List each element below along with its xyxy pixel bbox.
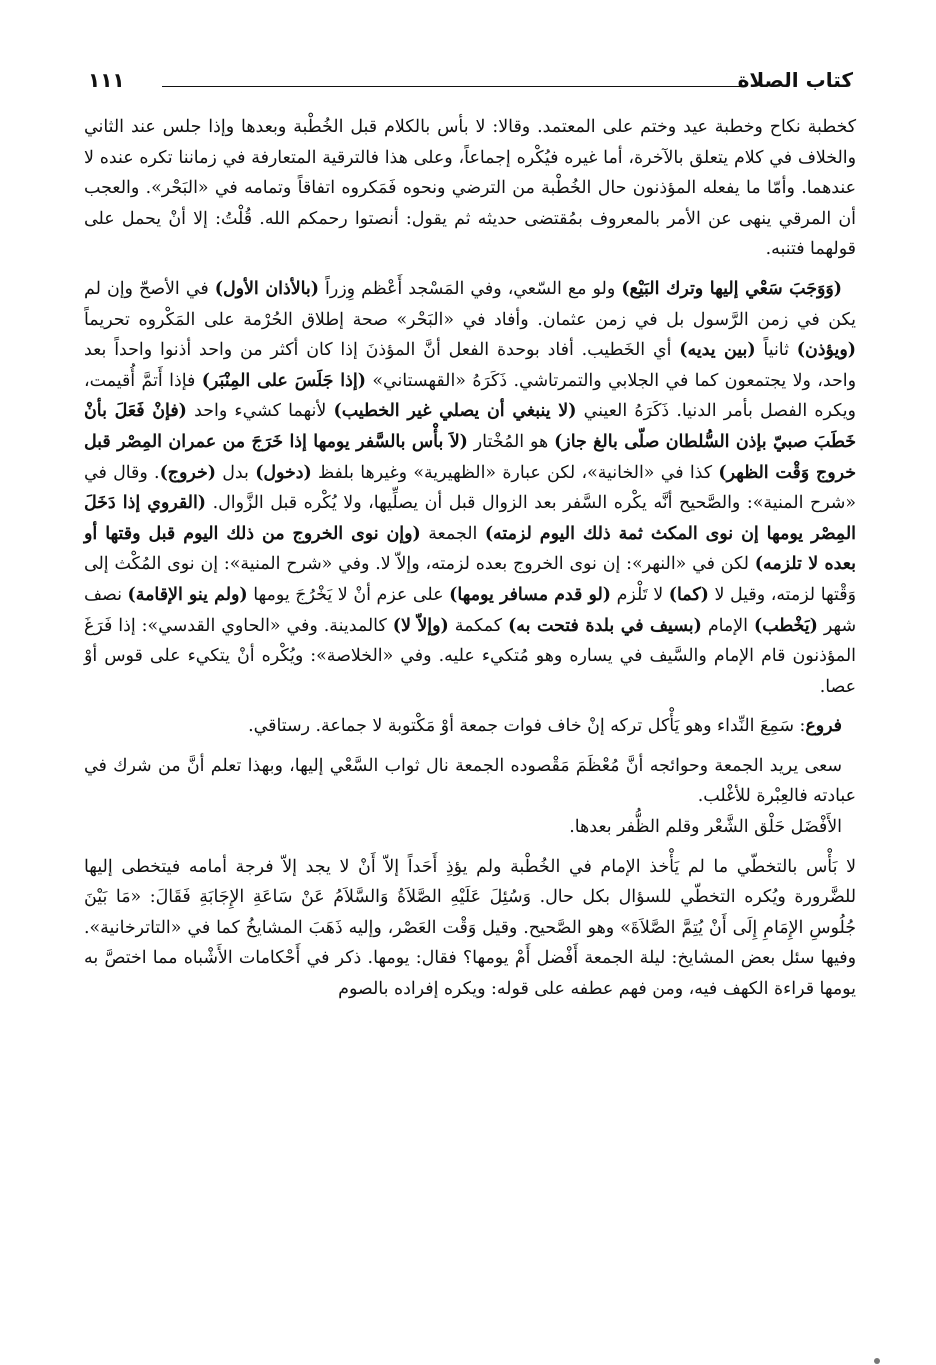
paragraph [84, 274, 856, 702]
paragraph [84, 711, 856, 742]
matn-text: (وإلاّ لا) [392, 615, 449, 636]
paragraph [84, 852, 856, 1005]
matn-text: (دخول) [255, 462, 312, 483]
sharh-text: كالمدينة. وفي «الحاوي القدسي»: إذا فَرَغَ المؤذنون قام الإمام والسَّيف في يساره وهو مُتكيء عليه. وفي «الخلاصة»: ويُكْره أنْ يتكيء على قوس أوْ عصا. [84, 615, 856, 697]
matn-text: (وَوَجَبَ سَعْي إليها وترك البَيْع) [621, 278, 842, 299]
sharh-text: في الأصحّ وإن لم يكن في زمن الرَّسول بل في زمن عثمان. وأفاد في «البَحْر» صحة إطلاق الحُرْمة على المَكْروه تحريماً [84, 278, 856, 330]
sharh-text: الإمام [701, 615, 754, 636]
matn-text: (وإن نوى الخروج من ذلك اليوم قبل وقتها أو بعده لا تلزمه) [84, 523, 856, 575]
sharh-text: سعى يريد الجمعة وحوائجه أنَّ مُعْظَمَ مَقْصوده الجمعة نال ثواب السَّعْي إليها، وبهذا تعلم أنَّ من شرك في عبادته فالعِبْرة للأغْلب. [84, 755, 856, 807]
sharh-text: لكن في «النهر»: إن نوى الخروج بعده لزمته، وإلاّ لا. وفي «شرح المنية»: إن نوى المُكْث إلى وَقْتها لزمته، وقيل لا [84, 554, 856, 605]
print-speck [874, 1358, 880, 1364]
sharh-text: . وقال في «شرح المنية»: والصَّحيح أنَّه يكْره السَّفر بعد الزوال قبل أن يصلِّيها، ولا يُكْره قبل الزَّوال. [84, 462, 856, 514]
sharh-text: لا تَلْزم [611, 584, 669, 605]
matn-text: (لو قدم مسافر يومها) [449, 584, 612, 605]
sharh-text: فإذا أَتمَّ أُقيمت، ويكره الفصل بأمر الدنيا. ذَكَرَهُ العيني [84, 370, 856, 422]
matn-text: (ويؤذن) [796, 340, 856, 361]
matn-text: (لاَ بأْس بالسَّفر يومها إذا خَرَجَ من عمران المِصْر قبل خروج وَقْت الظهر) [84, 431, 856, 483]
matn-text: فروع [805, 716, 842, 737]
matn-text: (لا ينبغي أن يصلي غير الخطيب) [333, 401, 577, 422]
header-rule [162, 86, 741, 87]
sharh-text: أي الخَطيب. أفاد بوحدة الفعل أنَّ المؤذنَ إذا كان أكثر من واحد أذنوا واحداً بعد واحد، ولا يجتمعون كما في الجلابي والتمرتاشي. ذَكَرَهُ «القهستاني» [84, 340, 856, 391]
paragraph [84, 812, 856, 843]
sharh-text: كذا في «الخانية»، لكن عبارة «الظهيرية» وغيرها بلفظ [311, 462, 719, 483]
sharh-text: ولو مع السّعي، وفي المَسْجد أَعْظم وِزراً [318, 278, 622, 299]
sharh-text: الجمعة [420, 523, 485, 544]
sharh-text: نصف شهر [84, 584, 857, 636]
paragraph [84, 751, 856, 812]
matn-text: (فإنْ فَعَلَ بأنْ خَطَبَ صبيّ بإذن السُّلطان صلّى بالغ جاز) [84, 401, 856, 452]
sharh-text: : سَمِعَ النِّداء وهو يَأْكل تركه إنْ خاف فوات جمعة أوْ مَكْتوبة لا جماعة. رستاقي. [248, 716, 806, 737]
paragraph [84, 112, 856, 265]
sharh-text: بدل [216, 462, 256, 483]
matn-text: (خروج) [159, 462, 216, 483]
matn-text: (يَخْطب) [753, 615, 818, 636]
matn-text: (بين يديه) [679, 340, 756, 361]
matn-text: (إذا جَلَسَ على المِنْبَر) [201, 370, 366, 391]
page-body [84, 112, 856, 1005]
page-number: ١١١ [88, 68, 125, 92]
matn-text: (القروي إذا دَخَلَ المِصْر يومها إن نوى المكث ثمة ذلك اليوم لزمته) [84, 493, 856, 544]
sharh-text: لا بَأْس بالتخطّي ما لم يَأْخذ الإمام في الخُطْبة ولم يؤذِ أَحَداً إلاّ أَنْ لا يجد إلاّ فرجة أمامه فيتخطى إليها للضَّرورة ويُكره التخطّي للسؤال بكل حال. وَسُئِلَ عَلَيْهِ الصَّلاَةُ وَالسَّلاَمُ عَنْ سَاعَةِ الإِجَابَةِ فَقَالَ: «مَا بَيْنَ جُلُوسِ الإِمَامِ إِلَى أَنْ يُتِمَّ الصَّلاَةَ» وهو الصَّحيح. وقيل وَقْت العَصْر، وإليه ذَهَبَ المشايخُ كما في «التاترخانية». وفيها سئل بعض المشايخ: ليلة الجمعة أَفْضل أَمْ يومها؟ فقال: يومها. ذكر في أَحْكامات الأَشْباه مما اختصَّ به يومها قراءة الكهف فيه، ومن فهم عطفه على قوله: ويكره إفراده بالصوم [84, 856, 856, 1000]
sharh-text: ثانياً [755, 340, 797, 361]
sharh-text: لأنهما كشيء واحد [186, 401, 334, 422]
sharh-text: على عزم أنْ لا يَخْرُجَ يومها [247, 584, 450, 605]
matn-text: (ولم ينو الإقامة) [127, 584, 248, 605]
sharh-text: كخطبة نكاح وخطبة عيد وختم على المعتمد. وقالا: لا بأس بالكلام قبل الخُطْبة وبعدها وإذا جلس عند الثاني والخلاف في كلام يتعلق بالآخرة، أما غيره فيُكْره إجماعاً، وعلى هذا فالترقية المتعارفة في زماننا تكره عنده لا عندهما. وأمّا ما يفعله المؤذنون حال الخُطْبة من الترضي ونحوه فَمَكروه اتفاقاً وتمامه في «البَحْر». والعجب أن المرقي ينهى عن الأمر بالمعروف بمُقتضى حديثه ثم يقول: أنصتوا رحمكم الله. قُلْتُ: إلا أنْ يحمل على قولهما فتنبه. [84, 117, 856, 260]
matn-text: (بالأذان الأول) [214, 278, 319, 299]
sharh-text: كمكمة [448, 615, 509, 636]
matn-text: (بسيف في بلدة فتحت به) [508, 615, 702, 636]
sharh-text: الأَفْضَل حَلْق الشَّعْر وقلم الظُّفر بعدها. [569, 817, 842, 838]
sharh-text: هو المُخْتار [467, 431, 555, 452]
running-header [88, 64, 853, 100]
matn-text: (كما) [668, 584, 709, 605]
chapter-title: كتاب الصلاة [737, 68, 853, 92]
